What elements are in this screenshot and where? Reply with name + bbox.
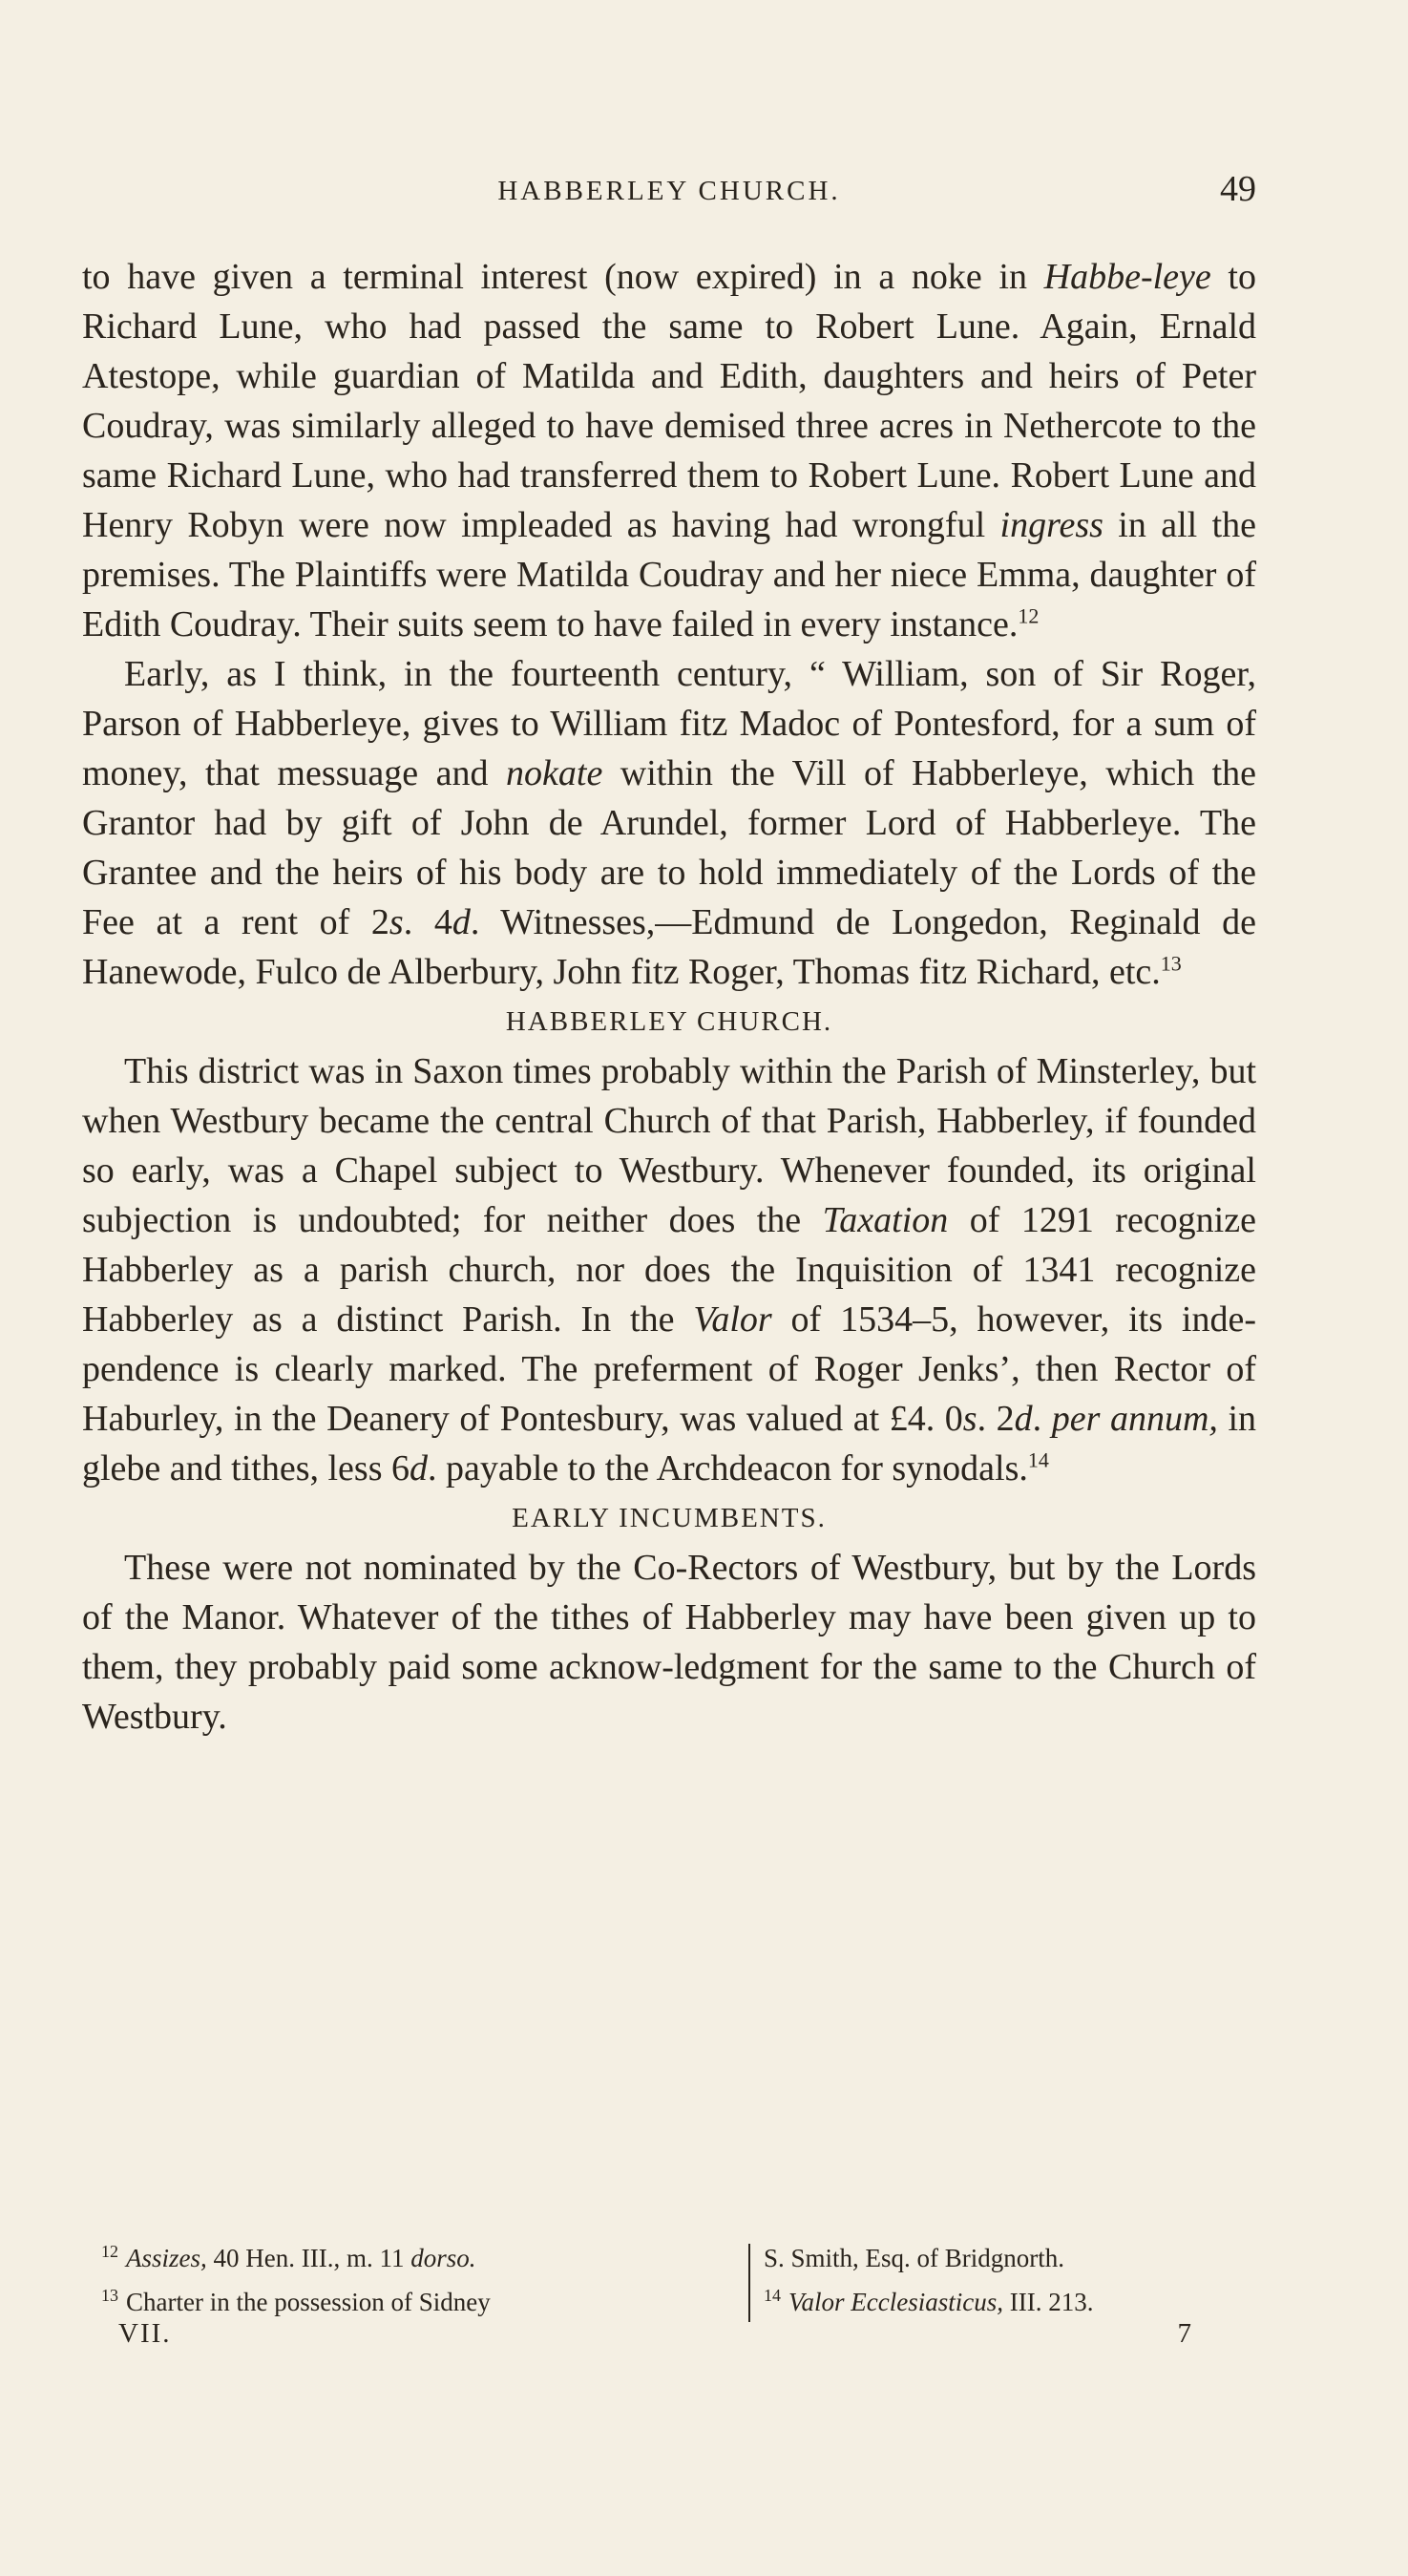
printer-signature	[82, 2318, 1256, 2356]
footnote-ref-12: 12	[1018, 603, 1040, 628]
section-heading-church: HABBERLEY CHURCH.	[505, 1006, 833, 1037]
footnote-13: $^{13}$ Charter in the possession of Sidney	[101, 2286, 491, 2316]
footnote-column-rule	[748, 2244, 750, 2322]
paragraph-1: to have given a terminal interest (now expired) in a noke in Habbe-leye to Richard Lune, who had passed the same to Robert Lune. Again, Ernald Atestope, while guardian of Matilda and Edith, daughters and heirs of Peter Coudray, was similarly alleged to have demised three acres in Nethercote to the same Richard Lune, who had transferred them to Robert Lune. Robert Lune and Henry Robyn were now impleaded as having had wrongful ingress in all the premises. The Plaintiffs were Matilda Coudray and her niece Emma, daughter of Edith Coudray. Their suits seem to have failed in every instance.$^{12}$	[82, 257, 1257, 644]
footnote-ref-13: 13	[1160, 951, 1182, 976]
paragraph-2: Early, as I think, in the fourteenth century, “ William, son of Sir Roger, Parson of Habberleye, gives to William fitz Madoc of Pontesford, for a sum of money, that messuage and nokate within the Vill of Habberleye, which the Grantor had by gift of John de Arundel, former Lord of Habberleye. The Grantee and the heirs of his body are to hold immediately of the Lords of the Fee at a rent of 2s. 4d. Witnesses,—Edmund de Longedon, Reginald de Hanewode, Fulco de Alberbury, John fitz Roger, Thomas fitz Richard, etc.$^{13}$	[82, 654, 1257, 992]
running-title: HABBERLEY CHURCH.	[497, 176, 841, 206]
footnote-column-left	[101, 2236, 731, 2324]
body-text	[82, 252, 1256, 1742]
footnote-14: $^{14}$ Valor Ecclesiasticus, III. 213.	[764, 2286, 1094, 2316]
footnote-12: $^{12}$ Assizes, 40 Hen. III., m. 11 dorso.	[101, 2242, 476, 2272]
footnote-ref-14: 14	[1027, 1447, 1049, 1472]
sheet-mark: 7	[1177, 2318, 1191, 2349]
section-heading-incumbents: EARLY INCUMBENTS.	[512, 1503, 827, 1533]
running-head	[82, 168, 1256, 216]
volume-mark: VII.	[118, 2318, 172, 2349]
footnote-column-right	[764, 2236, 1260, 2324]
paragraph-4: These were not nominated by the Co-Rectors of Westbury, but by the Lords of the Manor. Whatever of the tithes of Habberley may have been given up to them, they probably paid some acknow-ledgment for the same to the Church of Westbury.	[82, 1548, 1256, 1737]
paragraph-3: This district was in Saxon times probably within the Parish of Minsterley, but when Westbury became the central Church of that Parish, Habberley, if founded so early, was a Chapel subject to Westbury. Whenever founded, its original subjection is undoubted; for neither does the Taxation of 1291 recognize Habberley as a parish church, nor does the Inquisition of 1341 recognize Habberley as a distinct Parish. In the Valor of 1534–5, however, its inde-pendence is clearly marked. The preferment of Roger Jenks’, then Rector of Haburley, in the Deanery of Pontesbury, was valued at £4. 0s. 2d. per annum, in glebe and tithes, less 6d. payable to the Archdeacon for synodals.$^{14}$	[82, 1051, 1257, 1489]
footnote-13-continued: S. Smith, Esq. of Bridgnorth.	[764, 2244, 1065, 2272]
page-number: 49	[1220, 169, 1256, 209]
